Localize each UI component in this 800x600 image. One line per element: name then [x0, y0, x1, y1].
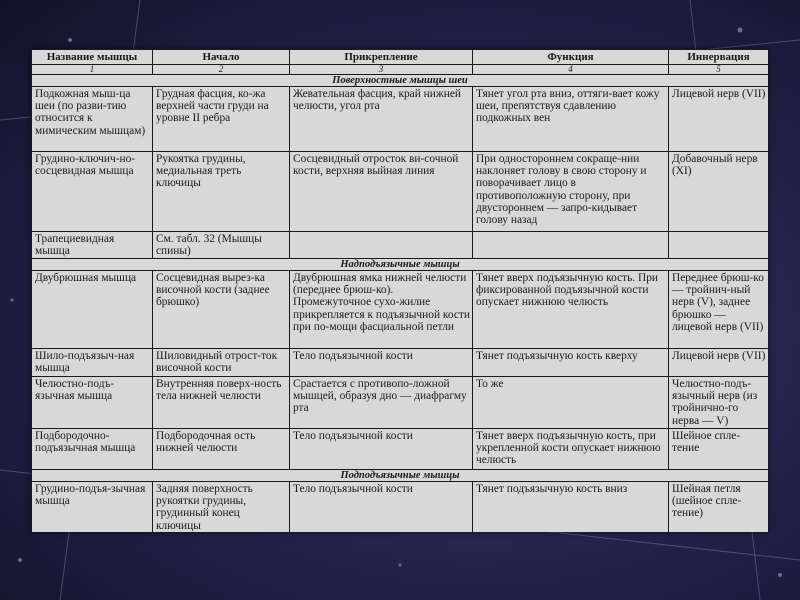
cell-origin: См. табл. 32 (Мышцы спины)	[153, 232, 290, 259]
cell-muscle-name: Подбородочно-подъязычная мышца	[32, 429, 153, 470]
header-function: Функция	[473, 50, 669, 65]
table-row	[32, 232, 769, 259]
cell-muscle-name: Челюстно-подъ-язычная мышца	[32, 377, 153, 429]
cell-function: Тянет вверх подъязычную кость. При фиксированной подъязычной кости опускает нижнюю челюсть	[473, 271, 669, 349]
cell-function	[473, 232, 669, 259]
cell-insertion: Срастается с противопо-ложной мышцей, образуя дно — диафрагму рта	[290, 377, 473, 429]
table-row	[32, 429, 769, 470]
cell-function: Тянет угол рта вниз, оттяги-вает кожу шеи, препятствуя сдавлению подкожных вен	[473, 87, 669, 152]
header-insertion: Прикрепление	[290, 50, 473, 65]
cell-innervation: Шейная петля (шейное спле-тение)	[669, 482, 769, 533]
cell-function: Тянет вверх подъязычную кость, при укрепленной кости опускает нижнюю челюсть	[473, 429, 669, 470]
cell-function: Тянет подъязычную кость вниз	[473, 482, 669, 533]
cell-insertion: Жевательная фасция, край нижней челюсти, угол рта	[290, 87, 473, 152]
section-title: Поверхностные мышцы шеи	[32, 75, 769, 87]
cell-insertion	[290, 232, 473, 259]
cell-origin: Внутренняя поверх-ность тела нижней челюсти	[153, 377, 290, 429]
cell-muscle-name: Двубрюшная мышца	[32, 271, 153, 349]
column-number: 5	[669, 65, 769, 75]
cell-innervation: Добавочный нерв (XI)	[669, 152, 769, 232]
cell-innervation: Переднее брюш-ко — тройнич-ный нерв (V), заднее брюшко — лицевой нерв (VII)	[669, 271, 769, 349]
cell-origin: Шиловидный отрост-ток височной кости	[153, 349, 290, 377]
cell-innervation: Лицевой нерв (VII)	[669, 349, 769, 377]
document-page	[31, 49, 768, 532]
cell-origin: Задняя поверхность рукоятки грудины, грудинный конец ключицы	[153, 482, 290, 533]
table-row	[32, 152, 769, 232]
table-row	[32, 271, 769, 349]
table-row	[32, 377, 769, 429]
cell-insertion: Тело подъязычной кости	[290, 482, 473, 533]
cell-muscle-name: Грудино-ключич-но-сосцевидная мышца	[32, 152, 153, 232]
cell-innervation: Лицевой нерв (VII)	[669, 87, 769, 152]
cell-function: Тянет подъязычную кость кверху	[473, 349, 669, 377]
cell-origin: Рукоятка грудины, медиальная треть ключицы	[153, 152, 290, 232]
header-muscle-name: Название мышцы	[32, 50, 153, 65]
header-innervation: Иннервация	[669, 50, 769, 65]
cell-muscle-name: Шило-подъязыч-ная мышца	[32, 349, 153, 377]
column-number: 3	[290, 65, 473, 75]
cell-origin: Сосцевидная вырез-ка височной кости (заднее брюшко)	[153, 271, 290, 349]
cell-insertion: Двубрюшная ямка нижней челюсти (переднее брюш-ко). Промежуточное сухо-жилие прикрепляется к подъязычной кости при по-мощи фасциальной петли	[290, 271, 473, 349]
header-origin: Начало	[153, 50, 290, 65]
cell-innervation: Челюстно-подъ-язычный нерв (из тройнично-го нерва — V)	[669, 377, 769, 429]
muscles-table	[31, 49, 768, 532]
cell-insertion: Тело подъязычной кости	[290, 349, 473, 377]
column-number: 1	[32, 65, 153, 75]
column-number: 4	[473, 65, 669, 75]
cell-function: То же	[473, 377, 669, 429]
cell-origin: Подбородочная ость нижней челюсти	[153, 429, 290, 470]
cell-function: При одностороннем сокраще-нии наклоняет голову в свою сторону и поворачивает лицо в противоположную сторону, при двустороннем — запро-кидывает голову назад	[473, 152, 669, 232]
column-number: 2	[153, 65, 290, 75]
cell-innervation: Шейное спле-тение	[669, 429, 769, 470]
cell-insertion: Сосцевидный отросток ви-сочной кости, верхняя выйная линия	[290, 152, 473, 232]
table-row	[32, 87, 769, 152]
section-title: Надподъязычные мышцы	[32, 259, 769, 271]
cell-muscle-name: Грудино-подъя-зычная мышца	[32, 482, 153, 533]
cell-innervation	[669, 232, 769, 259]
table-row	[32, 482, 769, 533]
cell-insertion: Тело подъязычной кости	[290, 429, 473, 470]
table-row	[32, 349, 769, 377]
section-title: Подподъязычные мышцы	[32, 470, 769, 482]
cell-muscle-name: Трапециевидная мышца	[32, 232, 153, 259]
cell-muscle-name: Подкожная мыш-ца шеи (по разви-тию относится к мимическим мышцам)	[32, 87, 153, 152]
cell-origin: Грудная фасция, ко-жа верхней части груди на уровне II ребра	[153, 87, 290, 152]
